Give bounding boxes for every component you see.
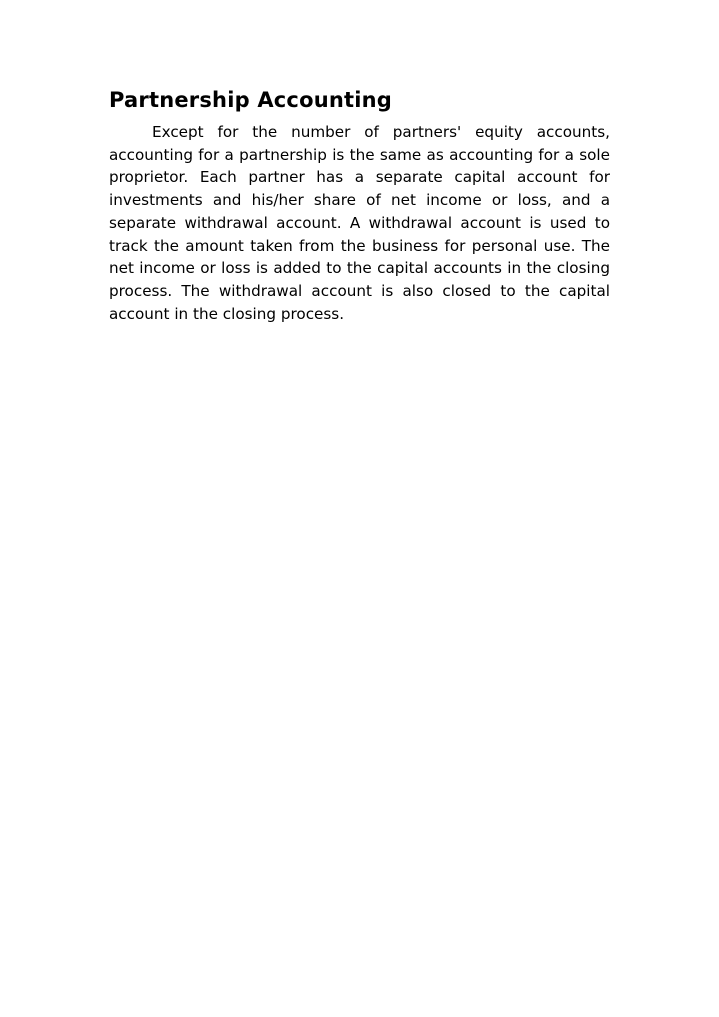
body-paragraph: Except for the number of partners' equity accounts, accounting for a partnership is the same as accounting for a sole proprietor. Each partner has a separate capital account for investments and his/her share of net income or loss, and a separate withdrawal account. A withdrawal account is used to track the amount taken from the business for personal use. The net income or loss is added to the capital accounts in the closing process. The withdrawal account is also closed to the capital account in the closing process. <box>109 123 610 323</box>
document-content <box>109 86 610 325</box>
document-title: Partnership Accounting <box>109 88 393 112</box>
